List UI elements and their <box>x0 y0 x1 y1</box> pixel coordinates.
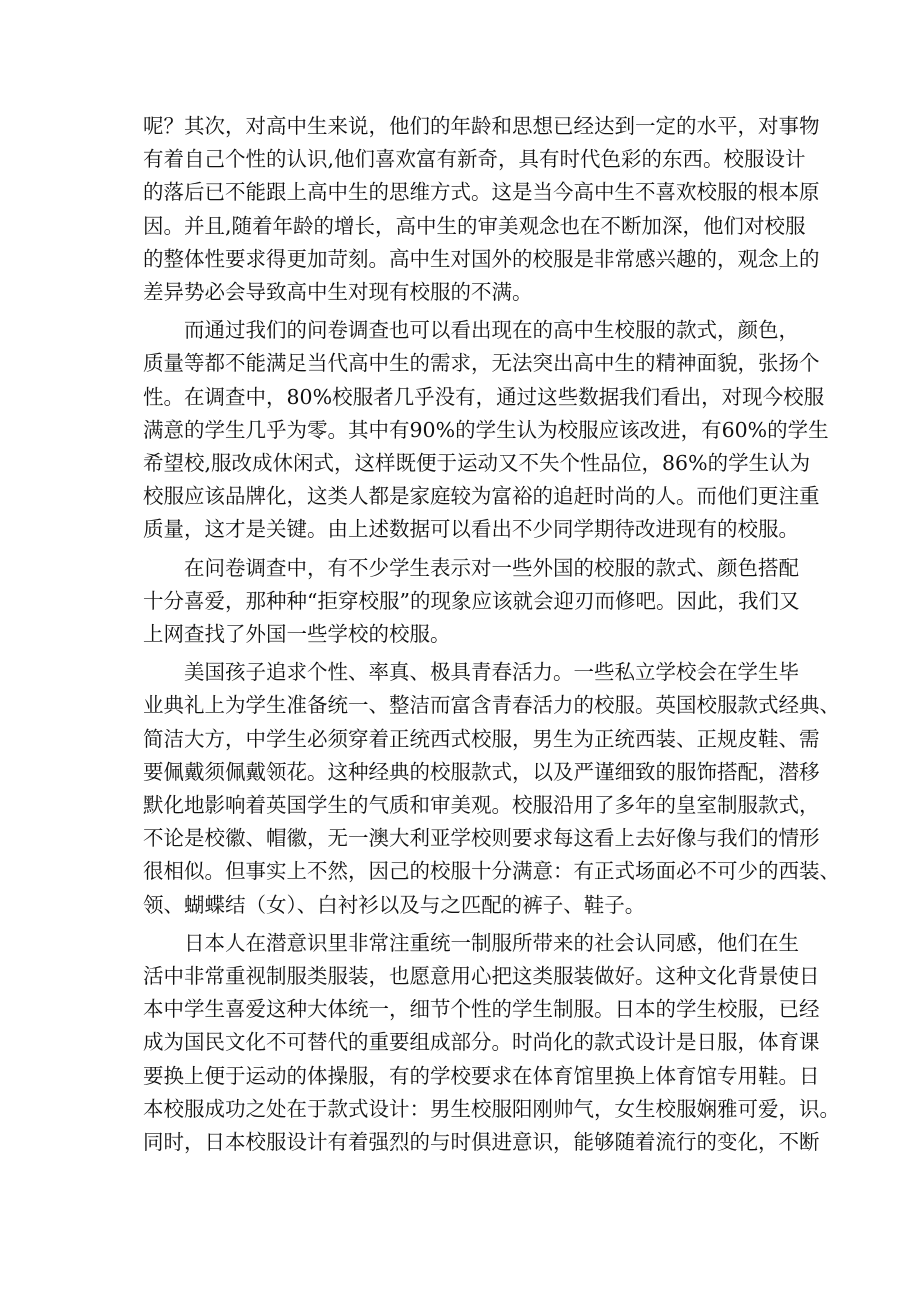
text-line: 校服应该品牌化，这类人都是家庭较为富裕的追赶时尚的人。而他们更注重 <box>143 484 820 509</box>
text-line: 质量等都不能满足当代高中生的需求，无法突出高中生的精神面貌，张扬个 <box>143 351 820 376</box>
text-line: 本校服成功之处在于款式设计：男生校服阳刚帅气，女生校服娴雅可爱，识。 <box>143 1096 840 1121</box>
text-line: 领、蝴蝶结（女）、白衬衫以及与之匹配的裤子、鞋子。 <box>143 892 646 917</box>
paragraph-3 <box>143 552 800 652</box>
text-line: 的落后已不能跟上高中生的思维方式。这是当今高中生不喜欢校服的根本原 <box>143 180 820 205</box>
text-line: 在问卷调查中，有不少学生表示对一些外国的校服的款式、颜色搭配 <box>143 555 799 580</box>
text-line: 质量，这才是关键。由上述数据可以看出不少同学期待改进现有的校服。 <box>143 517 799 542</box>
text-line: 成为国民文化不可替代的重要组成部分。时尚化的款式设计是日服，体育课 <box>143 1030 820 1055</box>
text-line: 有着自己个性的认识,他们喜欢富有新奇，具有时代色彩的东西。校服设计 <box>143 147 806 172</box>
body-text <box>143 110 840 1159</box>
paragraph-2 <box>143 314 829 546</box>
text-line: 因。并且,随着年龄的增长，高中生的审美观念也在不断加深，他们对校服 <box>143 213 806 238</box>
text-line: 差异势必会导致高中生对现有校服的不满。 <box>143 280 533 305</box>
text-line: 业典礼上为学生准备统一、整洁而富含青春活力的校服。英国校服款式经典、 <box>143 693 840 718</box>
text-line: 满意的学生几乎为零。其中有90%的学生认为校服应该改进，有60%的学生 <box>143 417 829 442</box>
paragraph-1 <box>143 110 820 309</box>
text-line: 美国孩子追求个性、率真、极具青春活力。一些私立学校会在学生毕 <box>143 660 799 685</box>
text-line: 要佩戴须佩戴领花。这种经典的校服款式，以及严谨细致的服饰搭配，潜移 <box>143 759 820 784</box>
text-line: 不论是校徽、帽徽，无一澳大利亚学校则要求每这看上去好像与我们的情形 <box>143 826 820 851</box>
text-line: 简洁大方，中学生必须穿着正统西式校服，男生为正统西装、正规皮鞋、需 <box>143 726 820 751</box>
text-line: 活中非常重视制服类服装，也愿意用心把这类服装做好。这种文化背景使日 <box>143 964 820 989</box>
text-line: 而通过我们的问卷调查也可以看出现在的高中生校服的款式，颜色， <box>143 318 799 343</box>
text-line: 要换上便于运动的体操服，有的学校要求在体育馆里换上体育馆专用鞋。日 <box>143 1063 820 1088</box>
text-line: 同时，日本校服设计有着强烈的与时俱进意识，能够随着流行的变化，不断 <box>143 1130 820 1155</box>
text-line: 希望校,服改成休闲式，这样既便于运动又不失个性品位，86%的学生认为 <box>143 451 811 476</box>
text-line: 十分喜爱，那种种“拒穿校服”的现象应该就会迎刃而修吧。因此，我们又 <box>143 588 800 613</box>
text-line: 本中学生喜爱这种大体统一，细节个性的学生制服。日本的学生校服，已经 <box>143 997 820 1022</box>
paragraph-5 <box>143 927 840 1159</box>
text-line: 的整体性要求得更加苛刻。高中生对国外的校服是非常感兴趣的，观念上的 <box>143 246 820 271</box>
text-line: 默化地影响着英国学生的气质和审美观。校服沿用了多年的皇室制服款式， <box>143 793 820 818</box>
text-line: 很相似。但事实上不然，因己的校服十分满意：有正式场面必不可少的西装、 <box>143 859 840 884</box>
text-line: 日本人在潜意识里非常注重统一制服所带来的社会认同感，他们在生 <box>143 930 799 955</box>
text-line: 上网查找了外国一些学校的校服。 <box>143 622 451 647</box>
paragraph-4 <box>143 656 840 922</box>
text-line: 呢？其次，对高中生来说，他们的年龄和思想已经达到一定的水平，对事物 <box>143 114 820 138</box>
text-line: 性。在调查中，80%校服者几乎没有，通过这些数据我们看出，对现今校服 <box>143 384 825 409</box>
